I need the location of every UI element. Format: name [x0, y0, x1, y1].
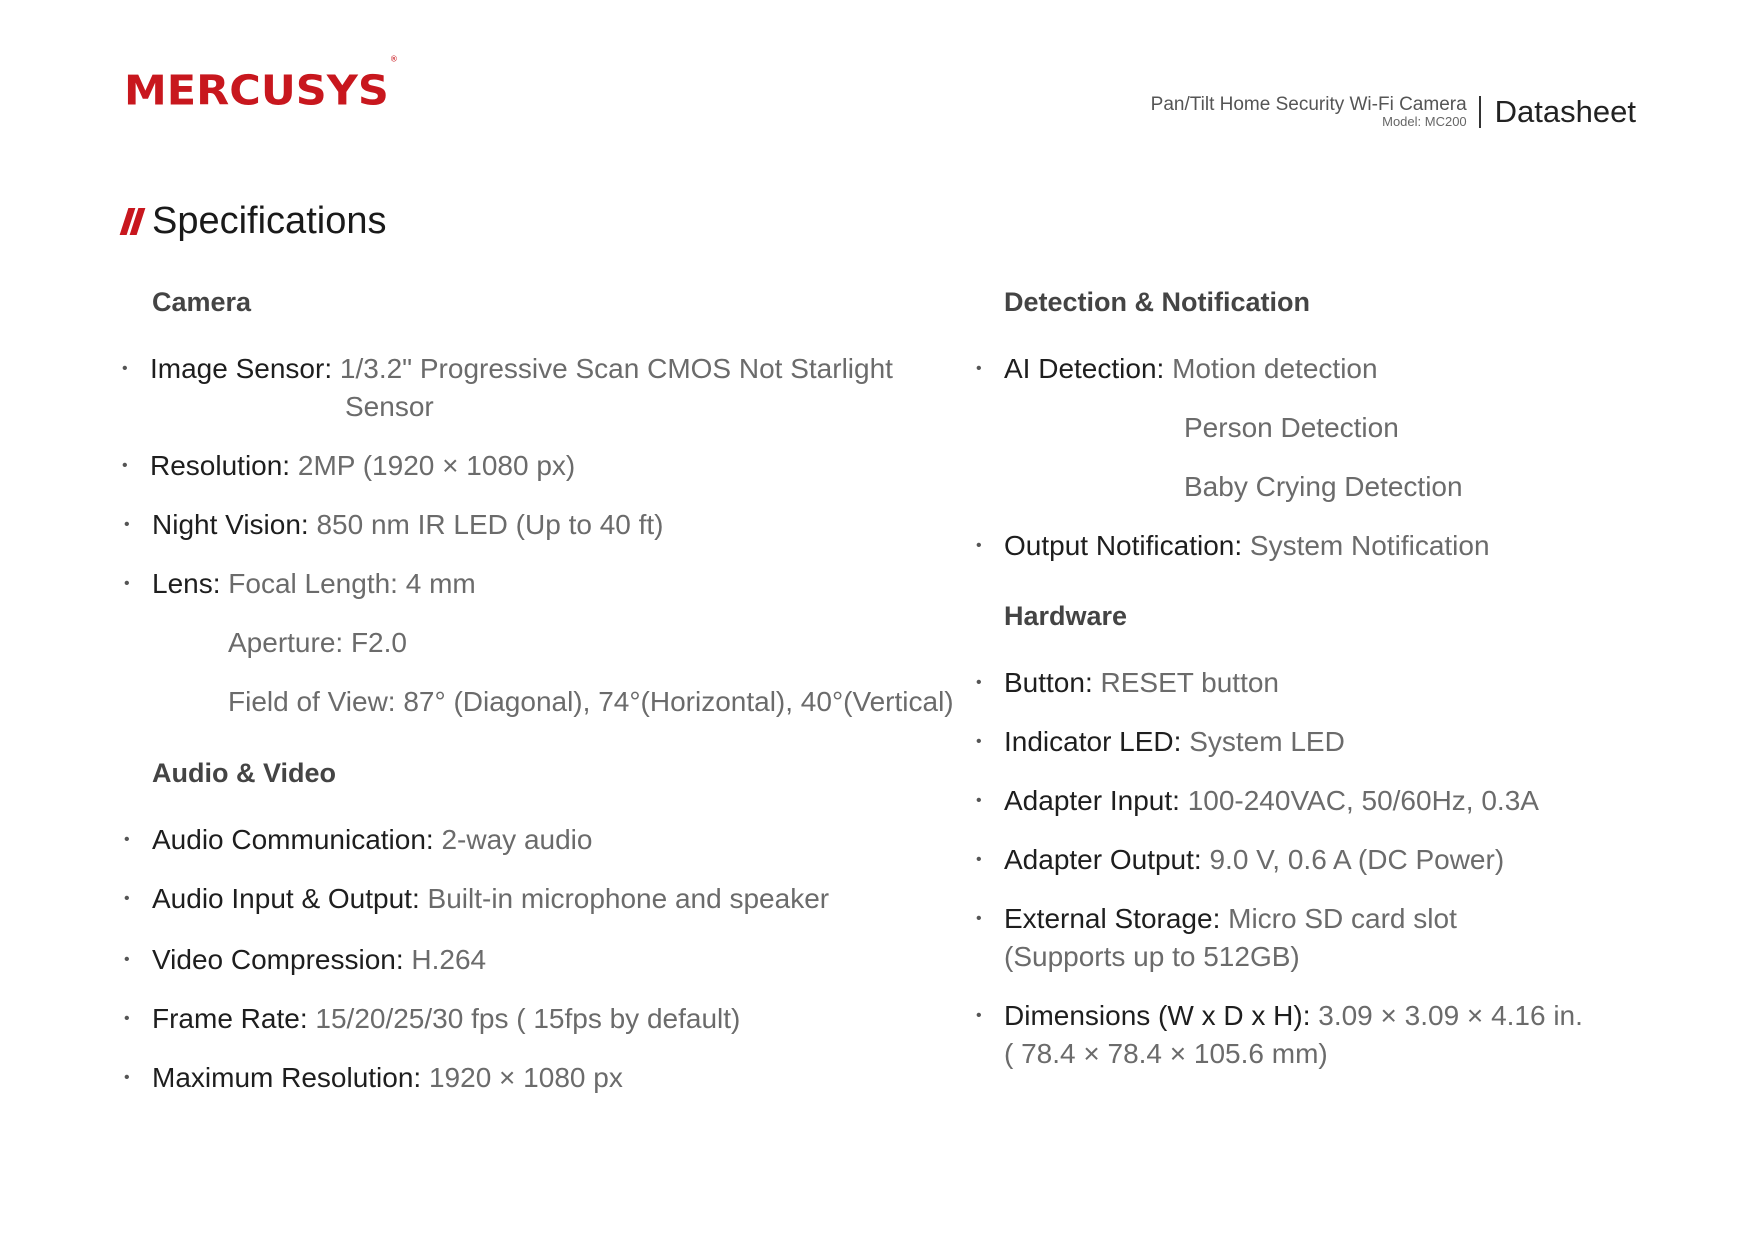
spec-image-sensor-cont: Sensor: [345, 391, 434, 422]
double-slash-icon: [124, 208, 144, 235]
section-title: Specifications: [152, 200, 387, 242]
spec-frame-rate: • Frame Rate: 15/20/25/30 fps ( 15fps by default): [124, 1003, 741, 1034]
model-number: Model: MC200: [1382, 114, 1467, 130]
spec-output-notification: • Output Notification: System Notification: [976, 530, 1490, 561]
spec-resolution: • Resolution: 2MP (1920 × 1080 px): [122, 450, 576, 481]
spec-lens-fov: Field of View: 87° (Diagonal), 74°(Horizontal), 40°(Vertical): [228, 686, 954, 717]
group-title-hardware: Hardware: [1004, 601, 1128, 631]
product-name: Pan/Tilt Home Security Wi-Fi Camera: [1150, 94, 1467, 116]
mercusys-logo: MERCUSYS®: [124, 54, 398, 115]
spec-ai-baby: Baby Crying Detection: [1184, 471, 1463, 502]
spec-max-resolution: • Maximum Resolution: 1920 × 1080 px: [124, 1062, 623, 1093]
spec-image-sensor: • Image Sensor: 1/3.2" Progressive Scan CMOS Not Starlight: [122, 353, 893, 384]
header-divider: [1479, 96, 1481, 128]
spec-dimensions: • Dimensions (W x D x H): 3.09 × 3.09 × 4.16 in.: [976, 1000, 1583, 1031]
group-title-camera: Camera: [152, 287, 252, 317]
group-title-audio-video: Audio & Video: [152, 758, 337, 788]
spec-audio-communication: • Audio Communication: 2-way audio: [124, 824, 593, 855]
spec-ai-person: Person Detection: [1184, 412, 1399, 443]
spec-external-storage: • External Storage: Micro SD card slot: [976, 903, 1457, 934]
spec-button: • Button: RESET button: [976, 667, 1279, 698]
group-title-detection: Detection & Notification: [1004, 287, 1311, 317]
section-heading: [124, 200, 386, 243]
spec-indicator-led: • Indicator LED: System LED: [976, 726, 1345, 757]
spec-night-vision: • Night Vision: 850 nm IR LED (Up to 40 ft): [124, 509, 664, 540]
doc-type: Datasheet: [1494, 94, 1636, 129]
spec-lens-aperture: Aperture: F2.0: [228, 627, 407, 658]
spec-audio-io: • Audio Input & Output: Built-in microphone and speaker: [124, 883, 830, 914]
spec-video-compression: • Video Compression: H.264: [124, 944, 487, 975]
spec-lens: • Lens: Focal Length: 4 mm: [124, 568, 476, 599]
spec-external-storage-cont: (Supports up to 512GB): [1004, 941, 1300, 972]
spec-dimensions-cont: ( 78.4 × 78.4 × 105.6 mm): [1004, 1038, 1328, 1069]
spec-ai-detection: • AI Detection: Motion detection: [976, 353, 1378, 384]
spec-adapter-input: • Adapter Input: 100-240VAC, 50/60Hz, 0.3A: [976, 785, 1539, 816]
document-header: [1151, 94, 1636, 130]
spec-adapter-output: • Adapter Output: 9.0 V, 0.6 A (DC Power): [976, 844, 1505, 875]
